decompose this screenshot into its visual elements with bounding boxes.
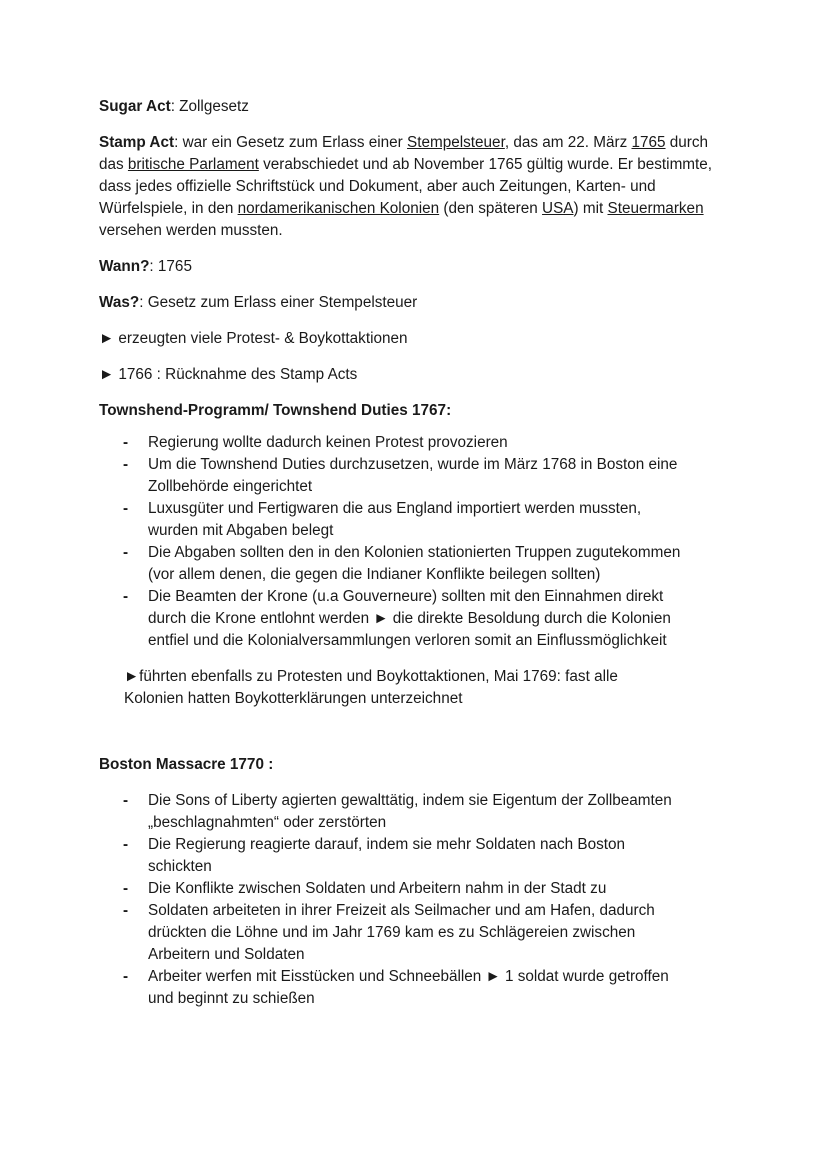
stamp-act-text: verabschiedet und ab November 1765 gültig wurde. Er bestimmte, dass jedes offizielle Schriftstück und Dokument, aber auch Zeitungen, Karten- und Würfelspiele, in den — [99, 156, 713, 217]
townshend-heading: Townshend-Programm/ Townshend Duties 1767: — [99, 402, 452, 419]
stamp-act-label: Stamp Act — [99, 134, 175, 151]
stamp-act-text: (den späteren — [439, 200, 543, 217]
link-steuermarken[interactable]: Steuermarken — [607, 200, 704, 217]
list-item — [99, 542, 689, 586]
sugar-act-label: Sugar Act — [99, 98, 171, 115]
dash-marker: - — [123, 836, 129, 853]
list-item — [99, 498, 689, 542]
arrow-line-ruecknahme: ► 1766 : Rücknahme des Stamp Acts — [99, 366, 358, 383]
boston-list — [99, 790, 689, 1010]
link-usa[interactable]: USA — [542, 200, 574, 217]
dash-marker: - — [123, 500, 129, 517]
list-item-text: Die Abgaben sollten den in den Kolonien stationierten Truppen zugutekommen (vor allem denen, die gegen die Indianer Konflikte beilegen sollten) — [148, 544, 681, 583]
boston-heading: Boston Massacre 1770 : — [99, 756, 274, 773]
stamp-act-text: , das am 22. März — [504, 134, 632, 151]
dash-marker: - — [123, 588, 129, 605]
list-item-text: Die Sons of Liberty agierten gewalttätig, indem sie Eigentum der Zollbeamten „beschlagnahmten“ oder zerstörten — [148, 792, 672, 831]
list-item-text: Die Beamten der Krone (u.a Gouverneure) sollten mit den Einnahmen direkt durch die Krone entlohnt werden ► die direkte Besoldung durch die Kolonien entfiel und die Kolonialversammlungen verloren somit an Einflussmöglichkeit — [148, 588, 671, 649]
list-item-text: Luxusgüter und Fertigwaren die aus England importiert werden mussten, wurden mit Abgaben belegt — [148, 500, 642, 539]
was-text: : Gesetz zum Erlass einer Stempelsteuer — [139, 294, 418, 311]
dash-marker: - — [123, 968, 129, 985]
list-item-text: Arbeiter werfen mit Eisstücken und Schneebällen ► 1 soldat wurde getroffen und beginnt zu schießen — [148, 968, 669, 1007]
list-item — [99, 834, 689, 878]
dash-marker: - — [123, 880, 129, 897]
dash-marker: - — [123, 434, 129, 451]
wann-line — [99, 256, 768, 278]
wann-label: Wann? — [99, 258, 150, 275]
list-item — [99, 966, 689, 1010]
list-item — [99, 900, 689, 966]
arrow-line-protest: ► erzeugten viele Protest- & Boykottaktionen — [99, 330, 408, 347]
list-item — [99, 586, 689, 652]
stamp-act-paragraph — [99, 132, 729, 242]
dash-marker: - — [123, 544, 129, 561]
stamp-act-text: versehen werden mussten. — [99, 222, 283, 239]
sugar-act-line — [99, 96, 768, 118]
was-line — [99, 292, 768, 314]
list-item — [99, 790, 689, 834]
list-item-text: Soldaten arbeiteten in ihrer Freizeit als Seilmacher und am Hafen, dadurch drückten die Löhne und im Jahr 1769 kam es zu Schlägereien zwischen Arbeitern und Soldaten — [148, 902, 655, 963]
list-item-text: Die Konflikte zwischen Soldaten und Arbeitern nahm in der Stadt zu — [148, 880, 607, 897]
stamp-act-text: : war ein Gesetz zum Erlass einer — [174, 134, 408, 151]
dash-marker: - — [123, 456, 129, 473]
list-item-text: Die Regierung reagierte darauf, indem sie mehr Soldaten nach Boston schickten — [148, 836, 626, 875]
dash-marker: - — [123, 902, 129, 919]
list-item-text: Um die Townshend Duties durchzusetzen, wurde im März 1768 in Boston eine Zollbehörde eingerichtet — [148, 456, 678, 495]
link-1765[interactable]: 1765 — [631, 134, 666, 151]
link-britisches-parlament[interactable]: britische Parlament — [127, 156, 259, 173]
stamp-act-text: ) mit — [573, 200, 608, 217]
was-label: Was? — [99, 294, 140, 311]
list-item — [99, 878, 689, 900]
wann-text: : 1765 — [149, 258, 192, 275]
dash-marker: - — [123, 792, 129, 809]
stamp-act-text: durch das — [99, 134, 709, 173]
link-stempelsteuer[interactable]: Stempelsteuer — [407, 134, 505, 151]
link-nordamerikanische-kolonien[interactable]: nordamerikanischen Kolonien — [237, 200, 440, 217]
townshend-result: ►führten ebenfalls zu Protesten und Boykottaktionen, Mai 1769: fast alle Kolonien hatten Boykotterklärungen unterzeichnet — [124, 668, 618, 707]
list-item — [99, 432, 689, 454]
townshend-list — [99, 432, 689, 652]
list-item — [99, 454, 689, 498]
list-item-text: Regierung wollte dadurch keinen Protest provozieren — [148, 434, 508, 451]
sugar-act-text: : Zollgesetz — [170, 98, 249, 115]
